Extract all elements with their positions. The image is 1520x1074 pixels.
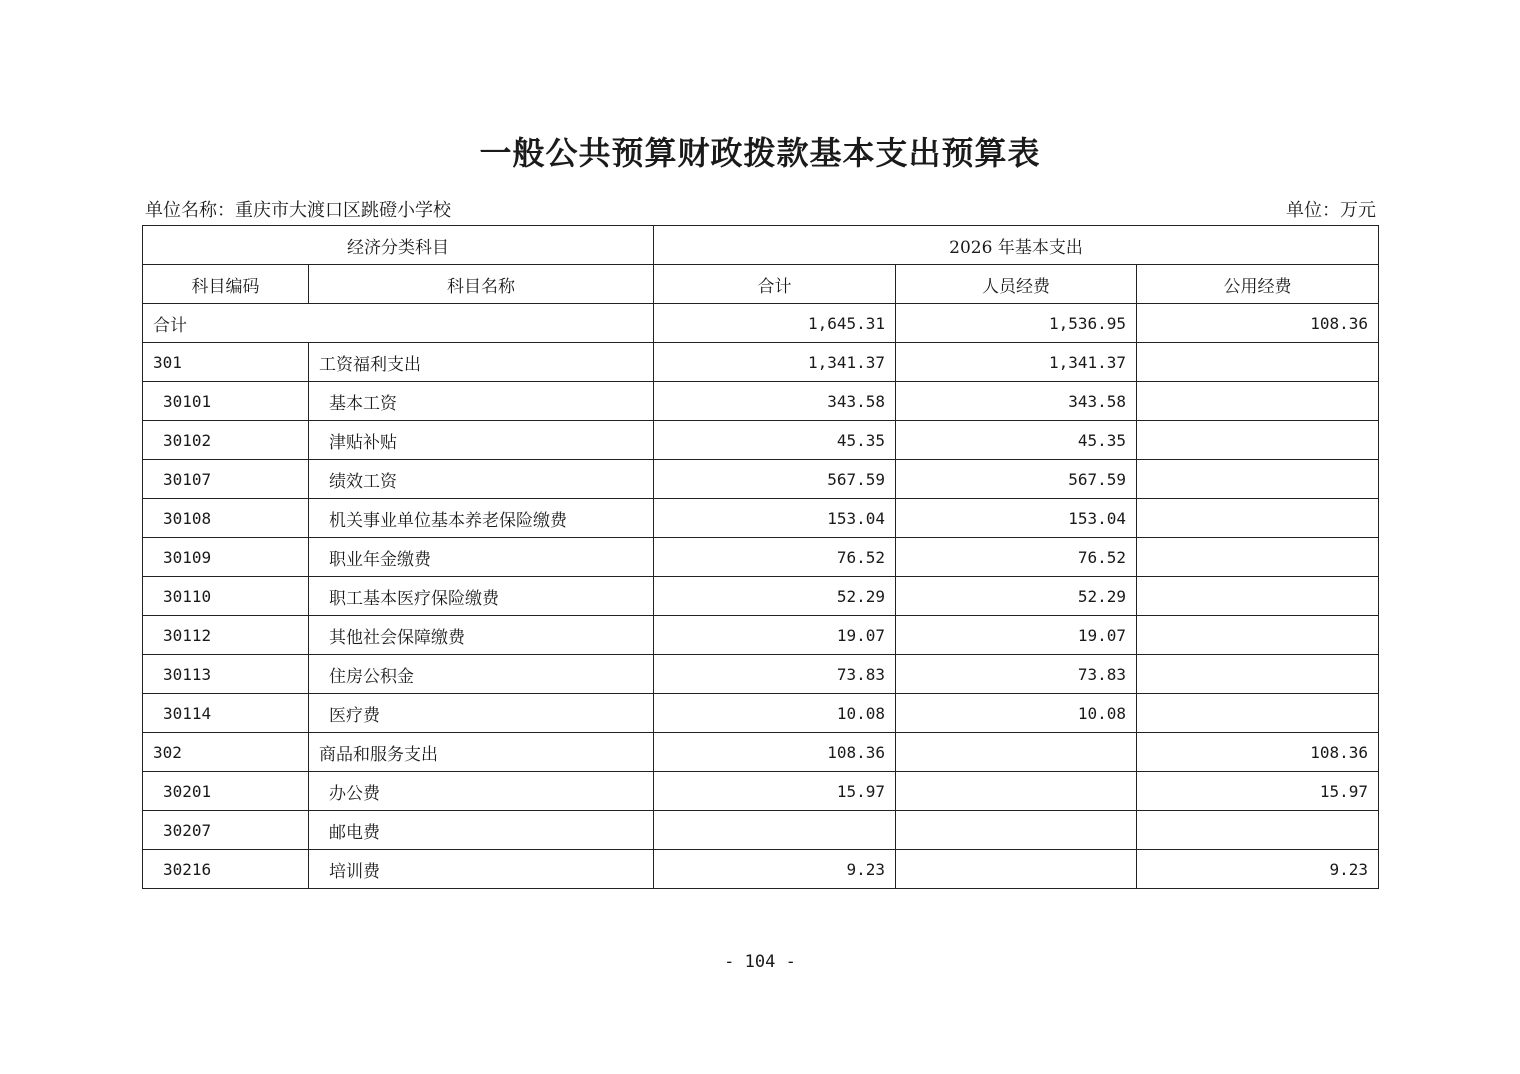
row-name: 绩效工资: [309, 460, 654, 499]
row-name: 其他社会保障缴费: [309, 616, 654, 655]
table-row: [143, 382, 1379, 421]
total-row: [143, 304, 1379, 343]
row-personnel: 10.08: [896, 694, 1137, 733]
table-row: [143, 655, 1379, 694]
row-code: 30216: [143, 850, 309, 889]
table-row: [143, 811, 1379, 850]
row-name: 邮电费: [309, 811, 654, 850]
header-name: 科目名称: [309, 265, 654, 304]
row-total: 15.97: [654, 772, 896, 811]
row-public: 108.36: [1137, 733, 1379, 772]
row-public: [1137, 382, 1379, 421]
total-total: 1,645.31: [654, 304, 896, 343]
row-public: 9.23: [1137, 850, 1379, 889]
unit-label: 单位：万元: [1286, 200, 1376, 221]
row-code: 30110: [143, 577, 309, 616]
row-code: 30113: [143, 655, 309, 694]
table-row: [143, 577, 1379, 616]
row-personnel: 73.83: [896, 655, 1137, 694]
table-row: [143, 616, 1379, 655]
table-row: [143, 460, 1379, 499]
table-row: [143, 772, 1379, 811]
row-personnel: 153.04: [896, 499, 1137, 538]
row-public: [1137, 616, 1379, 655]
table-row: [143, 421, 1379, 460]
row-name: 职工基本医疗保险缴费: [309, 577, 654, 616]
row-personnel: 1,341.37: [896, 343, 1137, 382]
row-total: [654, 811, 896, 850]
row-total: 567.59: [654, 460, 896, 499]
row-personnel: [896, 733, 1137, 772]
row-personnel: [896, 772, 1137, 811]
row-public: [1137, 460, 1379, 499]
row-code: 30112: [143, 616, 309, 655]
unit-name: 单位名称：重庆市大渡口区跳磴小学校: [145, 200, 451, 221]
row-personnel: 52.29: [896, 577, 1137, 616]
page-number: - 104 -: [724, 952, 796, 972]
row-public: [1137, 655, 1379, 694]
header-row-columns: [143, 265, 1379, 304]
budget-table: [142, 225, 1379, 889]
row-code: 30107: [143, 460, 309, 499]
row-total: 19.07: [654, 616, 896, 655]
row-public: [1137, 694, 1379, 733]
row-code: 30207: [143, 811, 309, 850]
table-row: [143, 694, 1379, 733]
total-personnel: 1,536.95: [896, 304, 1137, 343]
row-code: 30108: [143, 499, 309, 538]
header-code: 科目编码: [143, 265, 309, 304]
header-personnel: 人员经费: [896, 265, 1137, 304]
header-row-group: [143, 226, 1379, 265]
row-total: 108.36: [654, 733, 896, 772]
row-code: 301: [143, 343, 309, 382]
row-public: 15.97: [1137, 772, 1379, 811]
row-total: 76.52: [654, 538, 896, 577]
row-name: 职业年金缴费: [309, 538, 654, 577]
row-code: 30101: [143, 382, 309, 421]
table-row: [143, 343, 1379, 382]
row-personnel: 343.58: [896, 382, 1137, 421]
row-personnel: 76.52: [896, 538, 1137, 577]
row-public: [1137, 811, 1379, 850]
row-total: 73.83: [654, 655, 896, 694]
row-name: 办公费: [309, 772, 654, 811]
row-code: 302: [143, 733, 309, 772]
row-total: 343.58: [654, 382, 896, 421]
row-public: [1137, 577, 1379, 616]
row-personnel: [896, 811, 1137, 850]
row-total: 1,341.37: [654, 343, 896, 382]
row-name: 机关事业单位基本养老保险缴费: [309, 499, 654, 538]
row-code: 30201: [143, 772, 309, 811]
header-econ-class: 经济分类科目: [143, 226, 654, 265]
header-total: 合计: [654, 265, 896, 304]
table-row: [143, 538, 1379, 577]
header-basic-expenditure: 2026 年基本支出: [654, 226, 1379, 265]
row-public: [1137, 499, 1379, 538]
row-public: [1137, 343, 1379, 382]
row-personnel: 19.07: [896, 616, 1137, 655]
row-total: 10.08: [654, 694, 896, 733]
row-personnel: 567.59: [896, 460, 1137, 499]
table-row: [143, 850, 1379, 889]
total-public: 108.36: [1137, 304, 1379, 343]
row-personnel: [896, 850, 1137, 889]
row-name: 工资福利支出: [309, 343, 654, 382]
row-name: 培训费: [309, 850, 654, 889]
row-name: 住房公积金: [309, 655, 654, 694]
table-row: [143, 733, 1379, 772]
table-row: [143, 499, 1379, 538]
row-total: 153.04: [654, 499, 896, 538]
row-total: 9.23: [654, 850, 896, 889]
page-title: 一般公共预算财政拨款基本支出预算表: [479, 134, 1041, 172]
row-total: 45.35: [654, 421, 896, 460]
row-code: 30109: [143, 538, 309, 577]
row-name: 基本工资: [309, 382, 654, 421]
row-public: [1137, 421, 1379, 460]
row-public: [1137, 538, 1379, 577]
row-code: 30102: [143, 421, 309, 460]
row-name: 津贴补贴: [309, 421, 654, 460]
row-code: 30114: [143, 694, 309, 733]
row-name: 医疗费: [309, 694, 654, 733]
row-personnel: 45.35: [896, 421, 1137, 460]
row-name: 商品和服务支出: [309, 733, 654, 772]
header-public: 公用经费: [1137, 265, 1379, 304]
row-total: 52.29: [654, 577, 896, 616]
total-label: 合计: [143, 304, 654, 343]
